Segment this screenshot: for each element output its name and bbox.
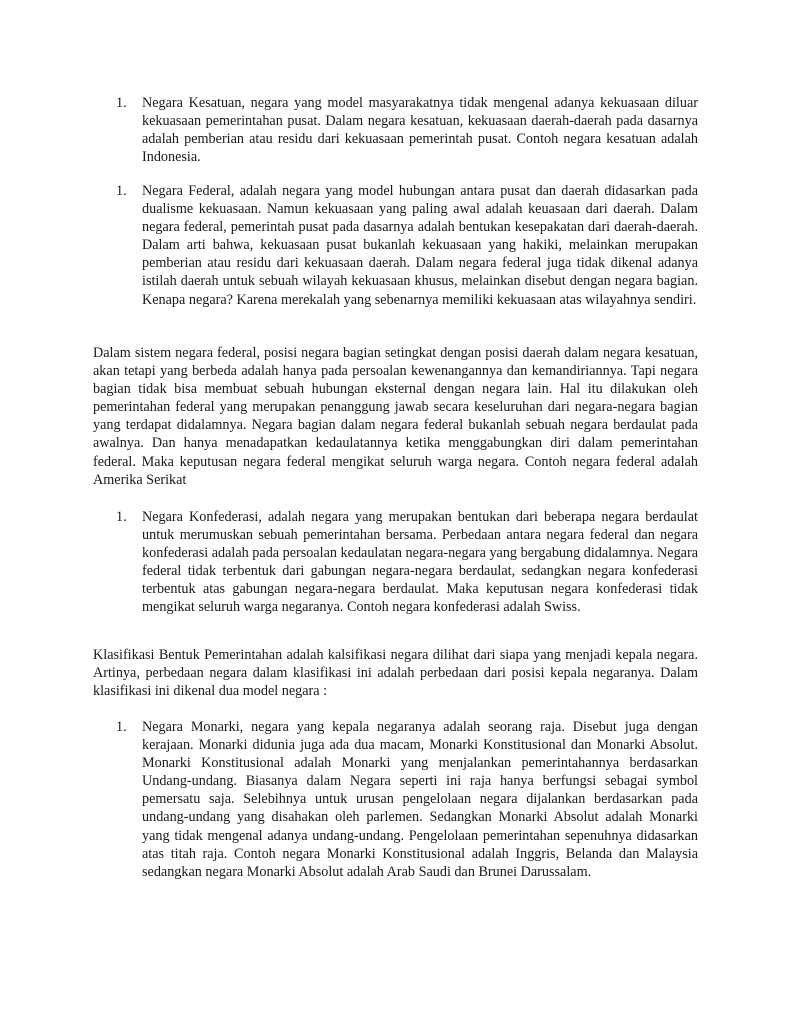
list-item-text: Negara Federal, adalah negara yang model hubungan antara pusat dan daerah didasarkan pada dualisme kekuasaan. Namun kekuasaan yang paling awal adalah keuasaan dari daerah. Dalam negara federal, pemerintah pusat pada dasarnya adalah bentukan kesepakatan dari daerah-daerah. Dalam arti bahwa, kekuasaan pusat bukanlah kekuasaan yang hakiki, melainkan merupakan pemberian atau residu dari kekuasaan daerah. Dalam negara federal juga tidak dikenal adanya istilah daerah untuk sebuah wilayah kekuasaan khusus, melainkan disebut dengan negara bagian. Kenapa negara? Karena merekalah yang sebenarnya memiliki kekuasaan atas wilayahnya sendiri.	[142, 183, 698, 308]
paragraph-federal-system	[93, 344, 698, 489]
list-item-text: Negara Kesatuan, negara yang model masyarakatnya tidak mengenal adanya kekuasaan diluar kekuasaan pemerintahan pusat. Dalam negara kesatuan, kekuasaan daerah-daerah pada dasarnya adalah pemberian atau residu dari kekuasaan pemerintah pusat. Contoh negara kesatuan adalah Indonesia.	[142, 95, 698, 166]
list-number: 1.	[116, 509, 127, 525]
list-number: 1.	[116, 719, 127, 735]
list-item-negara-federal	[116, 182, 698, 309]
list-item-text: Negara Monarki, negara yang kepala negaranya adalah seorang raja. Disebut juga dengan kerajaan. Monarki didunia juga ada dua macam, Monarki Konstitusional dan Monarki Absolut. Monarki Konstitusional adalah Monarki yang menjalankan pemerintahannya berdasarkan Undang-undang. Biasanya dalam Negara seperti ini raja hanya berfungsi sebagai symbol pemersatu saja. Selebihnya untuk urusan pengelolaan negara dijalankan berdasarkan pada undang-undang yang disahakan oleh parlemen. Sedangkan Monarki Absolut adalah Monarki yang tidak mengenal adanya undang-undang. Pengelolaan pemerintahan sepenuhnya didasarkan atas titah raja. Contoh negara Monarki Konstitusional adalah Inggris, Belanda dan Malaysia sedangkan negara Monarki Absolut adalah Arab Saudi dan Brunei Darussalam.	[142, 719, 698, 880]
list-number: 1.	[116, 183, 127, 199]
list-item-text: Negara Konfederasi, adalah negara yang merupakan bentukan dari beberapa negara berdaulat untuk merumuskan sebuah pemerintahan bersama. Perbedaan antara negara federal dan negara konfederasi adalah pada persoalan kedaulatan negara-negara yang bergabung didalamnya. Negara federal tidak terbentuk dari gabungan negara-negara berdaulat, sedangkan negara konfederasi terbentuk atas gabungan negara-negara berdaulat. Maka keputusan negara konfederasi tidak mengikat seluruh warga negaranya. Contoh negara konfederasi adalah Swiss.	[142, 509, 698, 616]
list-item-negara-monarki	[116, 718, 698, 881]
paragraph-text: Dalam sistem negara federal, posisi negara bagian setingkat dengan posisi daerah dalam negara kesatuan, akan tetapi yang berbeda adalah hanya pada persoalan kewenangannya dan kemandiriannya. Tapi negara bagian tidak bisa membuat sebuah hubungan eksternal dengan negara lain. Hal itu dilakukan oleh pemerintahan federal yang merupakan penanggung jawab secara keseluruhan dari negara-negara bagian yang terdapat didalamnya. Negara bagian dalam negara federal bukanlah sebuah negara berdaulat pada awalnya. Dan hanya menadapatkan kedaulatannya ketika menggabungkan diri dalam pemerintahan federal. Maka keputusan negara federal mengikat seluruh warga negara. Contoh negara federal adalah Amerika Serikat	[93, 345, 698, 488]
paragraph-klasifikasi	[93, 646, 698, 700]
list-item-negara-kesatuan	[116, 94, 698, 166]
list-number: 1.	[116, 95, 127, 111]
list-item-negara-konfederasi	[116, 508, 698, 617]
paragraph-text: Klasifikasi Bentuk Pemerintahan adalah kalsifikasi negara dilihat dari siapa yang menjadi kepala negara. Artinya, perbedaan negara dalam klasifikasi ini adalah perbedaan dari posisi kepala negaranya. Dalam klasifikasi ini dikenal dua model negara :	[93, 647, 698, 700]
